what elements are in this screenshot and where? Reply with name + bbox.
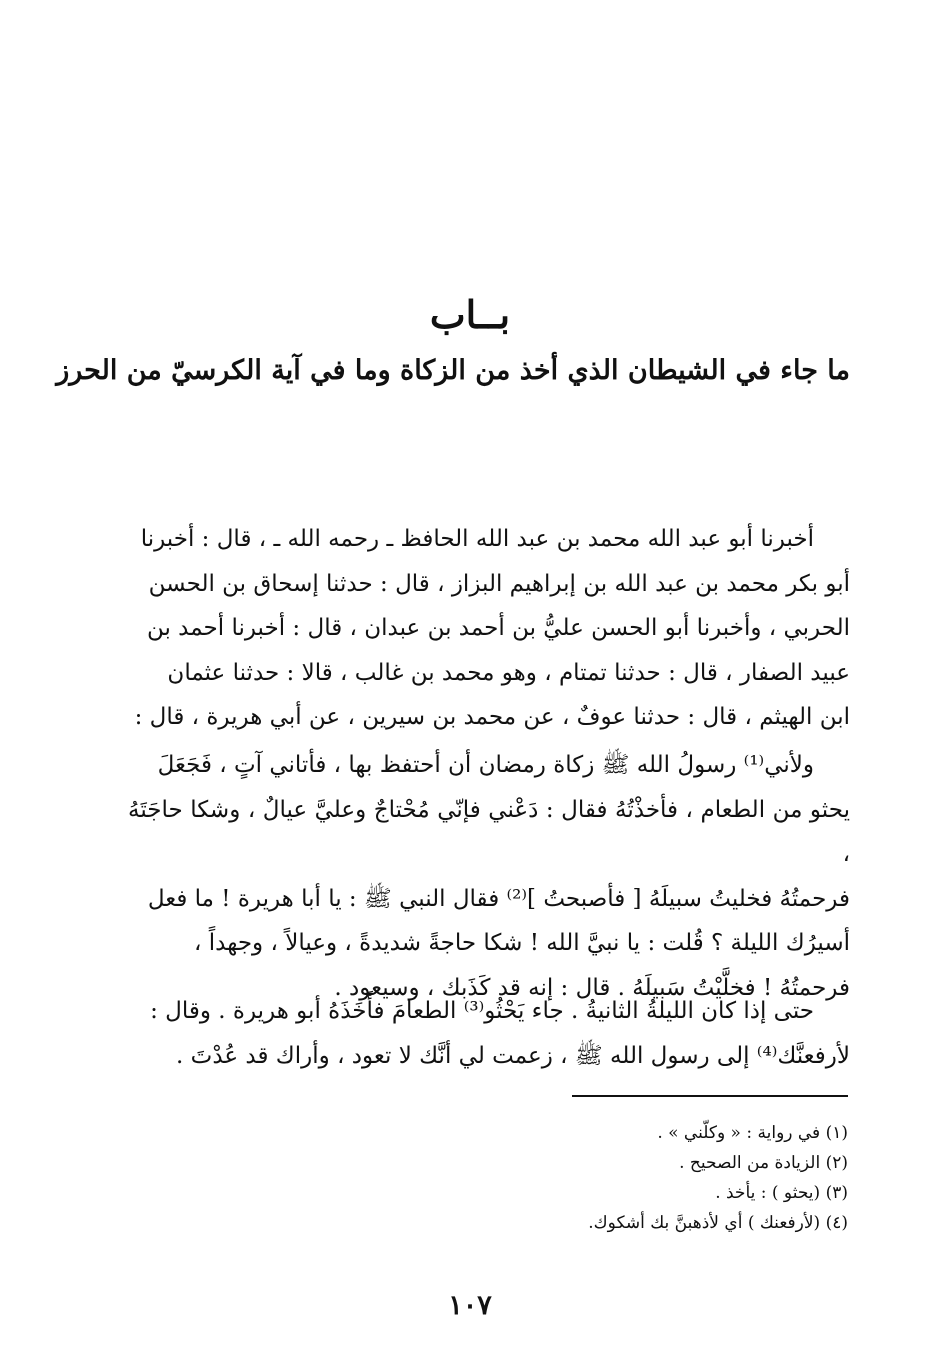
- footnote-2: (٢) الزيادة من الصحيح .: [679, 1153, 848, 1173]
- text-line: حتى إذا كان الليلةُ الثانيةُ . جاء يَحْثُو⁽³⁾ الطعامَ فأَخَذَهُ أبو هريرة . وقال :: [150, 998, 814, 1024]
- text-line: أسيرُك الليلة ؟ قُلت : يا نبيَّ الله ! شكا حاجةً شديدةً ، وعيالاً ، وجهداً ،: [194, 930, 850, 956]
- text-line: لأرفعنَّك⁽⁴⁾ إلى رسول الله ﷺ ، زعمت لي أنَّك لا تعود ، وأراك قد عُدْتَ .: [176, 1042, 850, 1069]
- story-paragraph-1: [128, 743, 850, 1010]
- text-line: يحثو من الطعام ، فأخذْتُهُ فقال : دَعْني فإنّي مُحْتاجٌ وعليَّ عيالٌ ، وشكا حاجَتَهُ ،: [128, 796, 850, 867]
- footnote-3: (٣) (يحثو ) : يأخذ .: [715, 1183, 848, 1203]
- text-line: أبو بكر محمد بن عبد الله بن إبراهيم البزاز ، قال : حدثنا إسحاق بن الحسن: [148, 570, 850, 597]
- page-number: ١٠٧: [448, 1290, 492, 1321]
- text-line: فرحمتُهُ ! فخلَّيْتُ سَبيلَهُ . قال : إنه قد كَذَبك ، وسيعود .: [334, 974, 850, 1001]
- footnotes: [348, 1118, 848, 1238]
- text-line: الحربي ، وأخبرنا أبو الحسن عليُّ بن أحمد بن عبدان ، قال : أخبرنا أحمد بن: [146, 615, 850, 641]
- footnote-1: (١) في رواية : « وكلّني » .: [657, 1123, 848, 1143]
- text-line: أخبرنا أبو عبد الله محمد بن عبد الله الحافظ ـ رحمه الله ـ ، قال : أخبرنا: [140, 526, 814, 552]
- text-line: ولأني⁽¹⁾ رسولُ الله ﷺ زكاة رمضان أن أحتفظ بها ، فأتاني آتٍ ، فَجَعَلَ: [157, 752, 814, 778]
- text-line: ابن الهيثم ، قال : حدثنا عوفٌ ، عن محمد بن سيرين ، عن أبي هريرة ، قال :: [134, 704, 850, 730]
- text-line: عبيد الصفار ، قال : حدثنا تمتام ، وهو محمد بن غالب ، قالا : حدثنا عثمان: [167, 659, 850, 686]
- footnote-4: (٤) (لأرفعنك ) أي لأذهبنَّ بك أشكوك.: [588, 1213, 848, 1233]
- story-paragraph-2: [128, 989, 850, 1078]
- chapter-label: بــاب: [429, 292, 511, 337]
- text-line: فرحمتُهُ فخليتُ سبيلَهُ [ فأصبحتُ ]⁽²⁾ فقال النبي ﷺ : يا أبا هريرة ! ما فعل: [147, 885, 850, 912]
- isnad-paragraph: [128, 517, 850, 740]
- chapter-title: ما جاء في الشيطان الذي أخذ من الزكاة وما في آية الكرسيّ من الحرز: [56, 355, 850, 386]
- footnote-divider: [572, 1095, 848, 1097]
